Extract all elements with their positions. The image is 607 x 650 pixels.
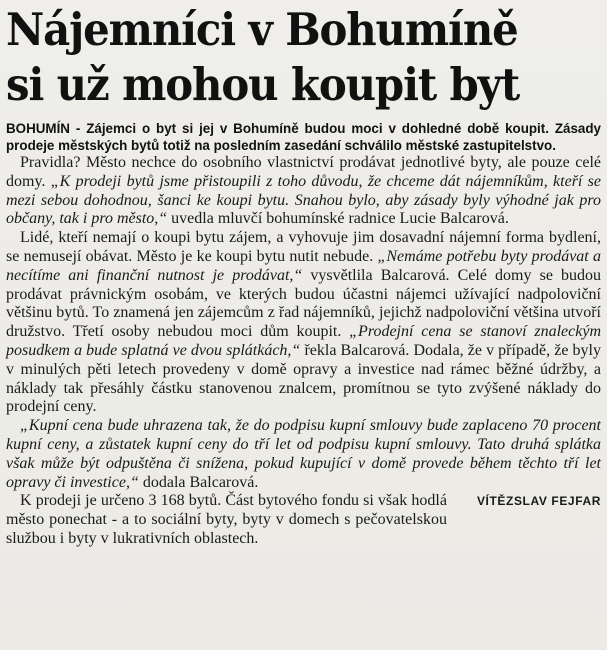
paragraph-3-text-b: dodala Balcarová. <box>138 473 259 491</box>
paragraph-1-text-a: Pravidla? Město nechce do osobního vlastnictví prodávat jednotlivé byty, ale pouze celé domy. <box>6 154 601 190</box>
paragraph-4 <box>6 492 601 548</box>
lead-paragraph: BOHUMÍN - Zájemci o byt si jej v Bohumíně budou moci v dohledné době koupit. Zásady prodeje městských bytů totiž na posledním zasedání schválilo městské zastupitelstvo. <box>6 121 601 153</box>
headline-line-2: si už mohou koupit byt <box>6 58 520 111</box>
paragraph-3 <box>6 417 601 492</box>
paragraph-2-text-a: Lidé, kteří nemají o koupi bytu zájem, a vyhovuje jim dosavadní nájemní forma bydlení, se nemusejí obávat. Město je ke koupi bytu nutit nebude. <box>6 229 601 265</box>
paragraph-4-text: K prodeji je určeno 3 168 bytů. Část bytového fondu si však hodlá město ponechat - a to sociální byty, byty v domech s pečovatelskou službou i byty v lukrativních oblastech. <box>6 492 447 547</box>
paragraph-1 <box>6 154 601 229</box>
paragraph-2 <box>6 229 601 417</box>
paragraph-2-quote-1: „Nemáme potřebu byty prodávat a necítíme ani finanční nutnost je prodávat,“ <box>6 247 602 284</box>
article-body <box>6 154 601 549</box>
paragraph-2-text-b: vysvětlila Balcarová. Celé domy se budou prodávat právnickým osobám, ve kterých budou účastni nájemci užívající nadpoloviční většinu bytů. To znamená jen zájemcům z řad nájemníků, jejichž nadpoloviční většina utvoří družstvo. Třetí osoby nebudou moci dům koupit. <box>6 266 602 341</box>
paragraph-1-quote: „K prodeji bytů jsme přistoupili z toho důvodu, že chceme dát nájemníkům, kteří se mezi sebou dohodnou, šanci ke koupi bytu. Snahou bylo, aby zásady byly výhodné jak pro občany, tak i pro město,“ <box>6 172 602 228</box>
paragraph-2-text-c: řekla Balcarová. Dodala, že v případě, že byly v minulých pěti letech provedeny v domě opravy a investice nad rámec běžné údržby, a náklady tak přesáhly částku stanovenou znalcem, promítnou se tyto zvýšené náklady do prodejní ceny. <box>6 341 602 416</box>
headline <box>6 0 559 112</box>
headline-line-1: Nájemníci v Bohumíně <box>6 3 518 56</box>
paragraph-2-quote-2: „Prodejní cena se stanoví znaleckým posudkem a bude splatná ve dvou splátkách,“ <box>6 323 602 359</box>
author-byline: VÍTĚZSLAV FEJFAR <box>476 494 601 509</box>
paragraph-1-text-b: uvedla mluvčí bohumínské radnice Lucie Balcarová. <box>167 210 509 228</box>
paragraph-3-quote: „Kupní cena bude uhrazena tak, že do podpisu kupní smlouvy bude zaplaceno 70 procent kupní ceny, a zůstatek kupní ceny do tří let od podpisu kupní smlouvy. Tato druhá splátka však může být odpuštěna či snížena, pokud kupující v domě provede během těchto tří let opravy či investice,“ <box>6 417 601 491</box>
